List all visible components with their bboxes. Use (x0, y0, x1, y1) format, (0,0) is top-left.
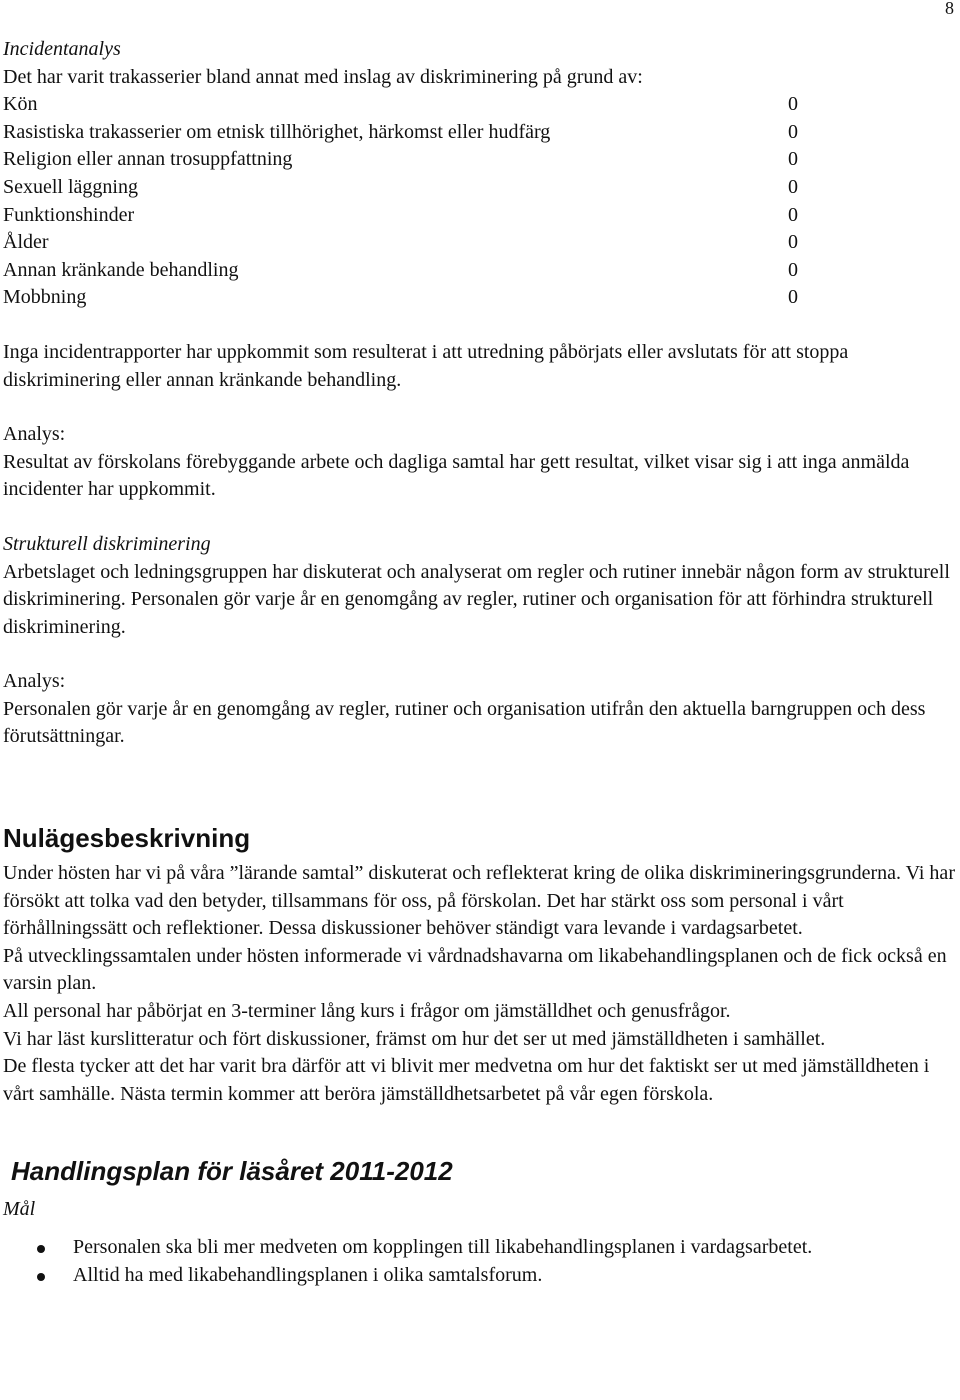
row-label: Ålder (3, 231, 49, 254)
row-label: Religion eller annan trosuppfattning (3, 148, 293, 171)
incident-row (3, 284, 798, 312)
incident-row (3, 119, 798, 147)
incident-row (3, 91, 798, 119)
incident-row (3, 146, 798, 174)
incident-row (3, 229, 798, 257)
row-value: 0 (788, 120, 798, 143)
status-paragraph: All personal har påbörjat en 3-terminer lång kurs i frågor om jämställdhet och genusfrågor. (3, 1000, 731, 1023)
row-label: Sexuell läggning (3, 175, 138, 198)
row-label: Funktionshinder (3, 203, 135, 226)
incident-row (3, 202, 798, 230)
analys-text: Resultat av förskolans förebyggande arbete och dagliga samtal har gett resultat, vilket visar sig i att inga anmälda incidenter har uppkommit. (3, 450, 910, 501)
row-value: 0 (788, 93, 798, 116)
structural-heading: Strukturell diskriminering (3, 532, 211, 555)
row-label: Mobbning (3, 286, 87, 309)
analys-label: Analys: (3, 670, 66, 693)
list-item (3, 1234, 955, 1262)
row-label: Annan kränkande behandling (3, 258, 239, 281)
row-value: 0 (788, 286, 798, 309)
row-value: 0 (788, 231, 798, 254)
status-heading: Nulägesbeskrivning (3, 823, 251, 854)
bullet-icon (37, 1245, 45, 1253)
status-paragraph: De flesta tycker att det har varit bra därför att vi blivit mer medvetna om hur det faktiskt ser ut med jämställdheten i vårt samhälle. Nästa termin kommer att beröra jämställdhetsarbetet på vår egen förskola. (3, 1055, 930, 1105)
status-paragraph: Vi har läst kurslitteratur och fört diskussioner, främst om hur det ser ut med jämställdheten i samhället. (3, 1027, 826, 1050)
incident-row (3, 257, 798, 285)
goal-list (3, 1234, 955, 1289)
page-number: 8 (945, 0, 954, 18)
goal-text: Personalen ska bli mer medveten om kopplingen till likabehandlingsplanen i vardagsarbetet. (73, 1236, 813, 1258)
goal-label: Mål (3, 1198, 36, 1221)
incident-summary: Inga incidentrapporter har uppkommit som resulterat i att utredning påbörjats eller avslutats för att stoppa diskriminering eller annan kränkande behandling. (3, 340, 849, 391)
structural-text: Arbetslaget och ledningsgruppen har diskuterat och analyserat om regler och rutiner innebär någon form av strukturell diskriminering. Personalen gör varje år en genomgång av regler, rutiner och organisation för att förhindra strukturell diskriminering. (3, 560, 950, 638)
status-paragraph: På utvecklingssamtalen under hösten informerade vi vårdnadshavarna om likabehandlingsplanen och de fick också en varsin plan. (3, 944, 947, 995)
list-item (3, 1262, 955, 1290)
status-paragraph: Under hösten har vi på våra ”lärande samtal” diskuterat och reflekterat kring de olika diskrimineringsgrunderna. Vi har försökt att tolka vad den betyder, tillsammans för oss, på förskolan. Det har stärkt oss som personal i vårt förhållningssätt och reflektioner. Dessa diskussioner behöver ständigt vara levande i vardagsarbetet. (3, 862, 955, 940)
analys-text: Personalen gör varje år en genomgång av regler, rutiner och organisation utifrån den aktuella barngruppen och dess förutsättningar. (3, 697, 926, 748)
row-label: Kön (3, 93, 38, 116)
bullet-icon (37, 1273, 45, 1281)
incident-intro: Det har varit trakasserier bland annat med inslag av diskriminering på grund av: (3, 65, 643, 88)
incident-table (3, 91, 955, 312)
incident-row (3, 174, 798, 202)
incident-heading: Incidentanalys (3, 38, 121, 60)
row-value: 0 (788, 258, 798, 281)
row-value: 0 (788, 203, 798, 226)
goal-text: Alltid ha med likabehandlingsplanen i olika samtalsforum. (73, 1263, 543, 1286)
row-value: 0 (788, 175, 798, 198)
row-label: Rasistiska trakasserier om etnisk tillhörighet, härkomst eller hudfärg (3, 120, 551, 143)
plan-heading: Handlingsplan för läsåret 2011-2012 (11, 1156, 453, 1187)
analys-label: Analys: (3, 423, 66, 446)
document-body (3, 36, 955, 1289)
row-value: 0 (788, 148, 798, 171)
